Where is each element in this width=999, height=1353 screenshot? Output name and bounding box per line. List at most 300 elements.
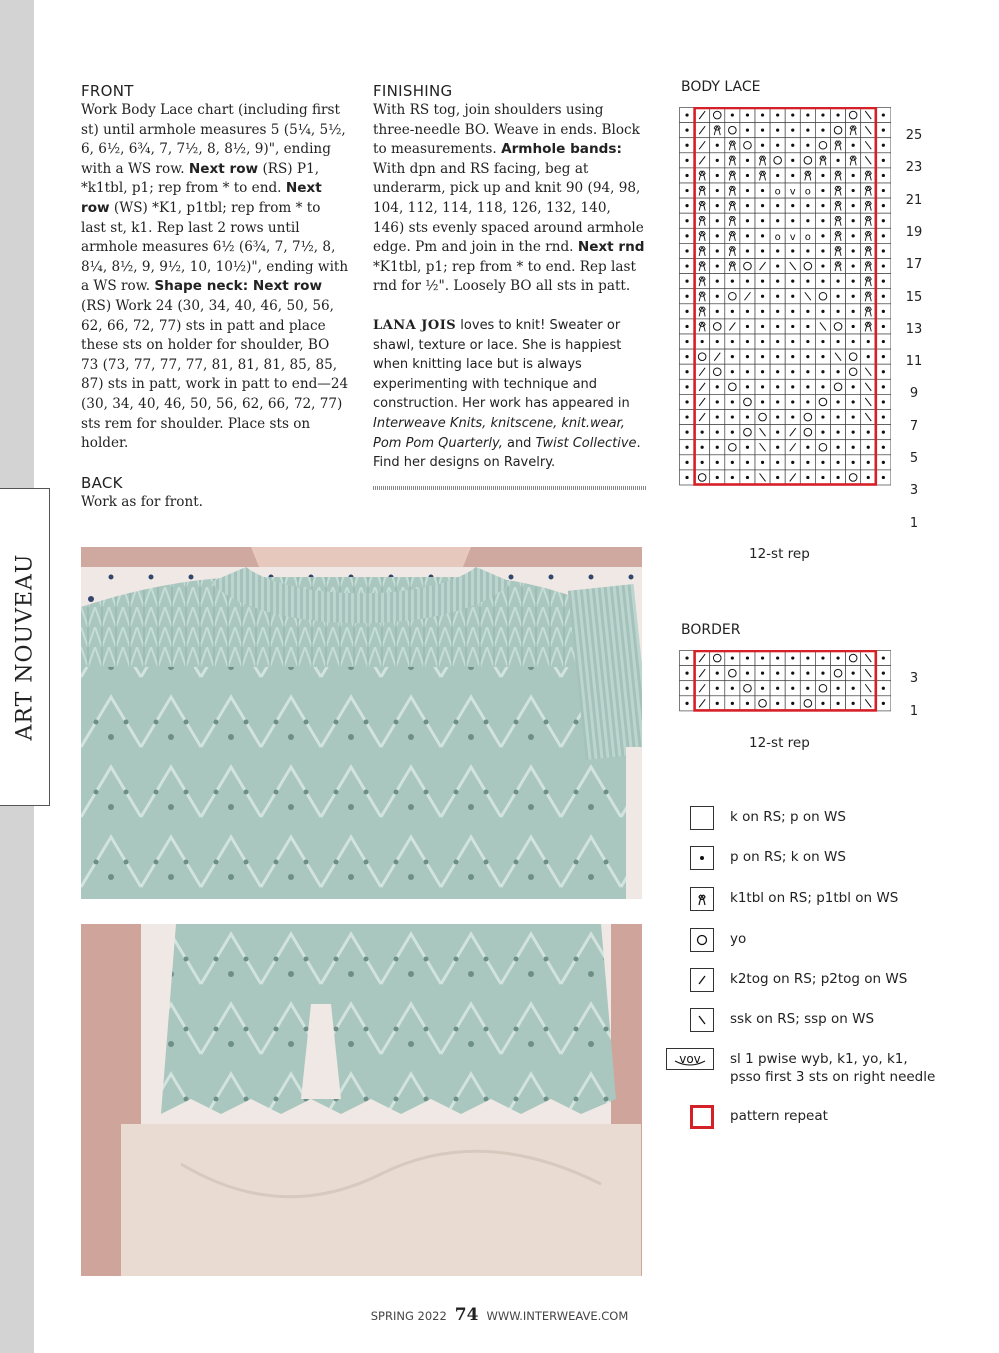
vov-mark: o	[804, 231, 811, 243]
purl-dot	[776, 476, 779, 479]
purl-dot	[685, 476, 688, 479]
purl-dot	[701, 340, 704, 343]
lace-cell	[831, 319, 846, 334]
lace-cell	[710, 364, 725, 379]
purl-dot	[685, 129, 688, 132]
purl-dot	[806, 400, 809, 403]
purl-dot	[746, 672, 749, 675]
row-number: 1	[909, 515, 919, 531]
purl-dot	[746, 385, 749, 388]
purl-dot	[882, 687, 885, 690]
purl-dot	[821, 370, 824, 373]
body-lace-rep-label: 12-st rep	[749, 546, 810, 562]
purl-dot	[852, 702, 855, 705]
purl-dot	[836, 431, 839, 434]
dot-icon	[690, 846, 714, 870]
purl-dot	[761, 144, 764, 147]
purl-dot	[776, 672, 779, 675]
purl-dot	[836, 113, 839, 116]
purl-dot	[716, 672, 719, 675]
lace-cell	[725, 289, 740, 304]
purl-dot	[882, 656, 885, 659]
twisted-stitch-icon	[690, 887, 714, 911]
purl-dot	[882, 355, 885, 358]
purl-dot	[867, 340, 870, 343]
purl-dot	[852, 174, 855, 177]
purl-dot	[746, 461, 749, 464]
lace-cell	[846, 349, 861, 364]
row-number: 9	[909, 386, 919, 402]
left-slant-icon	[690, 1008, 714, 1032]
lace-cell	[725, 123, 740, 138]
lace-cell	[695, 470, 710, 485]
purl-dot	[867, 461, 870, 464]
purl-dot	[731, 340, 734, 343]
purl-dot	[821, 189, 824, 192]
purl-dot	[882, 415, 885, 418]
purl-dot	[821, 656, 824, 659]
purl-dot	[761, 249, 764, 252]
purl-dot	[731, 310, 734, 313]
purl-dot	[731, 431, 734, 434]
purl-dot	[761, 656, 764, 659]
purl-dot	[821, 234, 824, 237]
purl-dot	[746, 340, 749, 343]
purl-dot	[821, 264, 824, 267]
photo-top	[81, 547, 642, 899]
row-number: 17	[905, 257, 923, 273]
purl-dot	[776, 446, 779, 449]
border-rep-label: 12-st rep	[749, 735, 810, 751]
purl-dot	[852, 219, 855, 222]
purl-dot	[791, 340, 794, 343]
purl-dot	[716, 144, 719, 147]
purl-dot	[882, 385, 885, 388]
purl-dot	[852, 431, 855, 434]
row-number: 7	[909, 418, 919, 434]
purl-dot	[852, 234, 855, 237]
purl-dot	[806, 129, 809, 132]
purl-dot	[821, 280, 824, 283]
purl-dot	[821, 355, 824, 358]
purl-dot	[882, 340, 885, 343]
purl-dot	[821, 113, 824, 116]
section-tab-label: ART NOUVEAU	[12, 553, 37, 741]
purl-dot	[746, 219, 749, 222]
purl-dot	[731, 476, 734, 479]
purl-dot	[852, 144, 855, 147]
purl-dot	[852, 385, 855, 388]
purl-dot	[685, 310, 688, 313]
vov-mark: v	[789, 186, 796, 198]
purl-dot	[806, 672, 809, 675]
purl-dot	[791, 355, 794, 358]
purl-dot	[806, 325, 809, 328]
purl-dot	[776, 355, 779, 358]
lace-cell	[740, 425, 755, 440]
purl-dot	[746, 280, 749, 283]
purl-dot	[746, 159, 749, 162]
purl-dot	[791, 144, 794, 147]
purl-dot	[882, 159, 885, 162]
purl-dot	[716, 204, 719, 207]
purl-dot	[701, 461, 704, 464]
purl-dot	[821, 174, 824, 177]
purl-dot	[806, 340, 809, 343]
body-lace-title: BODY LACE	[681, 79, 761, 95]
page-number: 74	[454, 1305, 479, 1325]
purl-dot	[791, 204, 794, 207]
purl-dot	[716, 189, 719, 192]
lace-cell	[831, 379, 846, 394]
purl-dot	[806, 280, 809, 283]
lace-cell	[800, 425, 815, 440]
purl-dot	[746, 310, 749, 313]
purl-dot	[776, 219, 779, 222]
purl-dot	[776, 249, 779, 252]
purl-dot	[776, 295, 779, 298]
purl-dot	[882, 446, 885, 449]
purl-dot	[776, 461, 779, 464]
purl-dot	[836, 310, 839, 313]
lace-cell	[846, 470, 861, 485]
purl-dot	[685, 159, 688, 162]
vov-mark: o	[774, 231, 781, 243]
purl-dot	[806, 461, 809, 464]
purl-dot	[776, 702, 779, 705]
purl-dot	[761, 325, 764, 328]
purl-dot	[776, 204, 779, 207]
purl-dot	[791, 461, 794, 464]
purl-dot	[852, 672, 855, 675]
designer-bio: LANA JOIS loves to knit! Sweater or shawl, texture or lace. She is happiest when knitting lace but is always experimenting with technique and construction. Her work has appeared in Interweave Knits, knitscene, knit.wear, Pom Pom Quarterly, and Twist Collective. Find her designs on Ravelry.	[373, 317, 641, 471]
purl-dot	[716, 385, 719, 388]
lace-cell	[800, 410, 815, 425]
purl-dot	[882, 264, 885, 267]
row-number: 15	[905, 289, 923, 305]
purl-dot	[776, 687, 779, 690]
vov-mark: o	[804, 186, 811, 198]
finishing-text: With RS tog, join shoulders using three-needle BO. Weave in ends. Block to measurements. Armhole bands: With dpn and RS facing, beg at underarm, pick up and knit 90 (94, 98, 104, 112, 114, 118, 126, 132, 140, 146) sts evenly spaced around armhole edge. Pm and join in the rnd. Next rnd *K1tbl, p1; rep from * to end. Rep last rnd for ½". Loosely BO all sts in patt.	[373, 102, 645, 295]
lace-cell	[831, 123, 846, 138]
purl-dot	[806, 370, 809, 373]
purl-dot	[761, 295, 764, 298]
purl-dot	[685, 325, 688, 328]
purl-dot	[821, 431, 824, 434]
lace-cell	[710, 108, 725, 123]
purl-dot	[731, 355, 734, 358]
purl-dot	[852, 415, 855, 418]
purl-dot	[731, 702, 734, 705]
border-cell	[725, 666, 740, 681]
purl-dot	[791, 159, 794, 162]
purl-dot	[821, 476, 824, 479]
purl-dot	[852, 249, 855, 252]
border-title: BORDER	[681, 622, 741, 638]
purl-dot	[761, 461, 764, 464]
purl-dot	[776, 656, 779, 659]
finishing-section	[373, 81, 646, 473]
purl-dot	[746, 370, 749, 373]
purl-dot	[852, 400, 855, 403]
back-heading: BACK	[81, 473, 123, 492]
purl-dot	[806, 355, 809, 358]
purl-dot	[746, 129, 749, 132]
purl-dot	[867, 446, 870, 449]
purl-dot	[761, 310, 764, 313]
purl-dot	[731, 461, 734, 464]
purl-dot	[791, 249, 794, 252]
page-footer	[0, 1305, 999, 1325]
purl-dot	[806, 385, 809, 388]
purl-dot	[776, 415, 779, 418]
back-text: Work as for front.	[81, 493, 203, 510]
purl-dot	[716, 234, 719, 237]
purl-dot	[852, 295, 855, 298]
purl-dot	[716, 415, 719, 418]
lace-cell	[815, 289, 830, 304]
lace-cell	[755, 410, 770, 425]
purl-dot	[791, 174, 794, 177]
purl-dot	[791, 687, 794, 690]
purl-dot	[836, 687, 839, 690]
purl-dot	[761, 340, 764, 343]
svg-text:vov: vov	[679, 1052, 701, 1066]
row-number: 19	[905, 224, 923, 240]
purl-dot	[806, 310, 809, 313]
finishing-heading: FINISHING	[373, 82, 453, 100]
purl-dot	[806, 219, 809, 222]
purl-dot	[852, 340, 855, 343]
purl-dot	[716, 476, 719, 479]
footer-season: SPRING 2022	[370, 1309, 447, 1323]
purl-dot	[746, 204, 749, 207]
purl-dot	[731, 113, 734, 116]
purl-dot	[685, 295, 688, 298]
purl-dot	[746, 702, 749, 705]
purl-dot	[882, 400, 885, 403]
purl-dot	[791, 370, 794, 373]
photo-bottom	[81, 924, 642, 1276]
purl-dot	[776, 174, 779, 177]
footer-url: WWW.INTERWEAVE.COM	[486, 1309, 629, 1323]
purl-dot	[836, 280, 839, 283]
purl-dot	[685, 219, 688, 222]
purl-dot	[716, 219, 719, 222]
purl-dot	[882, 431, 885, 434]
purl-dot	[821, 702, 824, 705]
purl-dot	[791, 415, 794, 418]
lace-cell	[725, 440, 740, 455]
purl-dot	[821, 219, 824, 222]
purl-dot	[746, 325, 749, 328]
front-section	[81, 81, 349, 512]
front-heading: FRONT	[81, 82, 134, 100]
purl-dot	[836, 446, 839, 449]
purl-dot	[882, 249, 885, 252]
purl-dot	[761, 400, 764, 403]
purl-dot	[761, 355, 764, 358]
purl-dot	[685, 702, 688, 705]
purl-dot	[685, 400, 688, 403]
purl-dot	[685, 280, 688, 283]
lace-cell	[740, 259, 755, 274]
purl-dot	[882, 234, 885, 237]
key-item-yo: yo	[665, 928, 965, 968]
purl-dot	[882, 325, 885, 328]
purl-dot	[746, 189, 749, 192]
border-cell	[740, 681, 755, 696]
purl-dot	[791, 113, 794, 116]
purl-dot	[716, 461, 719, 464]
purl-dot	[806, 249, 809, 252]
purl-dot	[836, 295, 839, 298]
purl-dot	[882, 295, 885, 298]
purl-dot	[746, 656, 749, 659]
purl-dot	[821, 672, 824, 675]
purl-dot	[806, 204, 809, 207]
purl-dot	[806, 656, 809, 659]
purl-dot	[716, 249, 719, 252]
purl-dot	[821, 310, 824, 313]
purl-dot	[776, 310, 779, 313]
key-item-k1tbl: k1tbl on RS; p1tbl on WS	[665, 887, 965, 927]
purl-dot	[685, 656, 688, 659]
purl-dot	[836, 370, 839, 373]
purl-dot	[791, 672, 794, 675]
purl-dot	[746, 174, 749, 177]
key-item-repeat: pattern repeat	[665, 1105, 965, 1145]
key-item-vov: vov sl 1 pwise wyb, k1, yo, k1, psso first 3 sts on right needle	[665, 1048, 965, 1098]
lace-cell	[815, 138, 830, 153]
purl-dot	[791, 656, 794, 659]
purl-dot	[836, 702, 839, 705]
purl-dot	[821, 461, 824, 464]
row-number: 13	[905, 321, 923, 337]
purl-dot	[716, 702, 719, 705]
purl-dot	[821, 204, 824, 207]
purl-dot	[806, 687, 809, 690]
purl-dot	[685, 174, 688, 177]
purl-dot	[821, 385, 824, 388]
blank-square-icon	[690, 806, 714, 830]
purl-dot	[852, 325, 855, 328]
purl-dot	[761, 219, 764, 222]
purl-dot	[791, 385, 794, 388]
purl-dot	[685, 355, 688, 358]
purl-dot	[882, 310, 885, 313]
lace-cell	[710, 319, 725, 334]
vov-mark: o	[774, 186, 781, 198]
purl-dot	[746, 476, 749, 479]
purl-dot	[685, 144, 688, 147]
purl-dot	[716, 264, 719, 267]
purl-dot	[882, 189, 885, 192]
purl-dot	[821, 340, 824, 343]
lace-cell	[815, 440, 830, 455]
purl-dot	[701, 431, 704, 434]
purl-dot	[776, 400, 779, 403]
purl-dot	[685, 264, 688, 267]
border-cell	[846, 651, 861, 666]
purl-dot	[867, 431, 870, 434]
purl-dot	[716, 159, 719, 162]
purl-dot	[776, 113, 779, 116]
body-lace-chart	[679, 107, 891, 529]
purl-dot	[685, 249, 688, 252]
purl-dot	[791, 219, 794, 222]
purl-dot	[685, 370, 688, 373]
purl-dot	[685, 687, 688, 690]
purl-dot	[731, 400, 734, 403]
purl-dot	[716, 310, 719, 313]
lace-cell	[740, 394, 755, 409]
lace-cell	[770, 153, 785, 168]
purl-dot	[836, 340, 839, 343]
border-cell	[755, 696, 770, 711]
purl-dot	[685, 431, 688, 434]
purl-dot	[731, 687, 734, 690]
lace-cell	[846, 108, 861, 123]
row-number: 5	[909, 451, 919, 466]
purl-dot	[685, 461, 688, 464]
row-number: 1	[909, 704, 919, 719]
purl-dot	[821, 129, 824, 132]
purl-dot	[716, 400, 719, 403]
purl-dot	[776, 325, 779, 328]
purl-dot	[882, 113, 885, 116]
purl-dot	[746, 113, 749, 116]
row-number: 23	[905, 160, 923, 176]
purl-dot	[761, 280, 764, 283]
purl-dot	[791, 310, 794, 313]
row-number: 11	[905, 354, 923, 370]
purl-dot	[852, 687, 855, 690]
purl-dot	[882, 476, 885, 479]
purl-dot	[716, 446, 719, 449]
purl-dot	[746, 415, 749, 418]
border-cell	[710, 651, 725, 666]
purl-dot	[685, 234, 688, 237]
purl-dot	[852, 461, 855, 464]
right-slant-icon	[690, 968, 714, 992]
purl-dot	[761, 385, 764, 388]
purl-dot	[716, 687, 719, 690]
purl-dot	[761, 370, 764, 373]
purl-dot	[716, 295, 719, 298]
key-item-k2tog: k2tog on RS; p2tog on WS	[665, 968, 965, 1008]
lace-cell	[695, 349, 710, 364]
purl-dot	[882, 702, 885, 705]
purl-dot	[806, 446, 809, 449]
purl-dot	[836, 400, 839, 403]
purl-dot	[685, 204, 688, 207]
purl-dot	[776, 264, 779, 267]
purl-dot	[806, 113, 809, 116]
key-item-ssk: ssk on RS; ssp on WS	[665, 1008, 965, 1048]
purl-dot	[867, 355, 870, 358]
purl-dot	[776, 385, 779, 388]
purl-dot	[791, 295, 794, 298]
lace-cell	[815, 394, 830, 409]
purl-dot	[685, 189, 688, 192]
purl-dot	[716, 340, 719, 343]
section-tab	[0, 488, 50, 806]
purl-dot	[746, 249, 749, 252]
purl-dot	[836, 476, 839, 479]
purl-dot	[852, 189, 855, 192]
row-number: 21	[905, 192, 923, 208]
